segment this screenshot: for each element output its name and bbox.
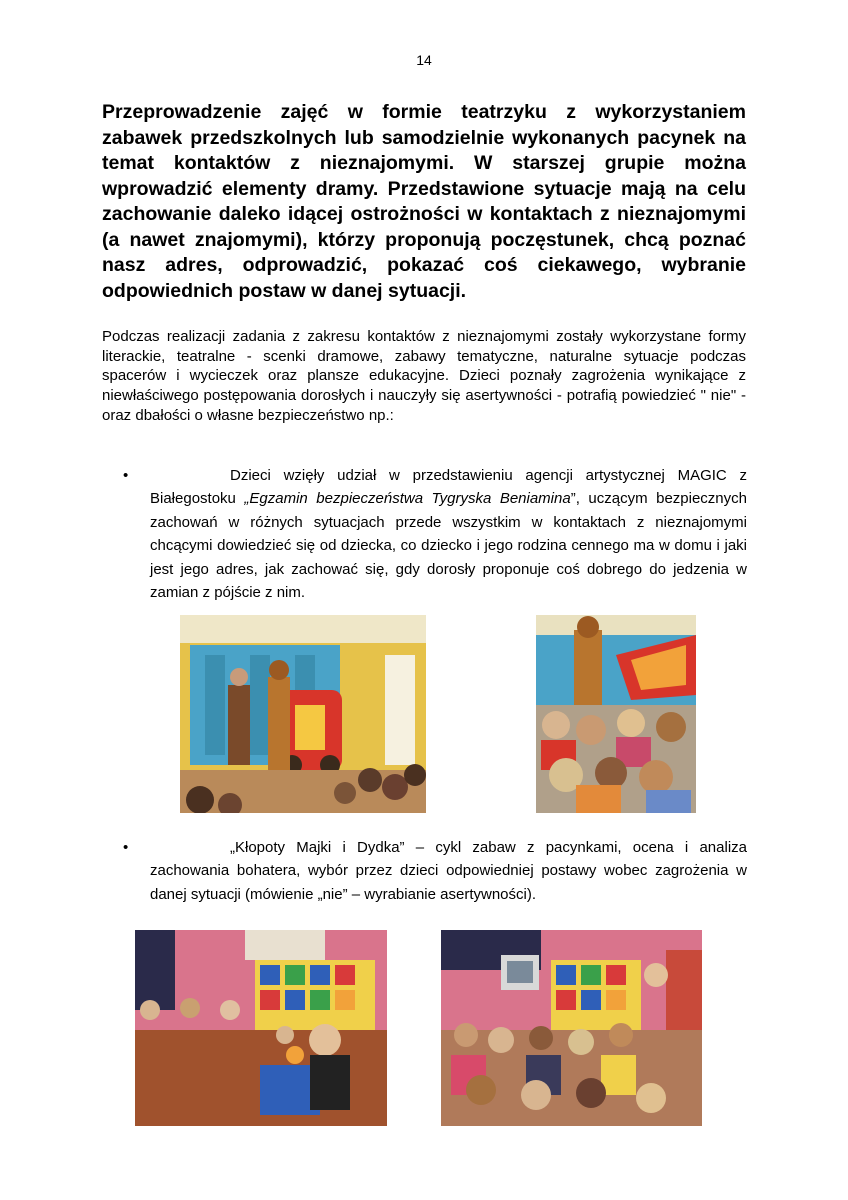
photo-children-watching [536,615,696,813]
intro-paragraph: Podczas realizacji zadania z zakresu kontaktów z nieznajomymi zostały wykorzystane formy literackie, teatralne - scenki dramowe, zabawy tematyczne, naturalne sytuacje podczas spacerów i wycieczek oraz plansze edukacyjne. Dzieci poznały zagrożenia wynikające z niewłaściwego postępowania dorosłych i nauczyły się asertywności - potrafią powiedzieć " nie" - oraz dbałości o własne bezpieczeństwo np.: [102,328,746,424]
show-title: „Egzamin bezpieczeństwa Tygryska Beniamina [244,490,571,508]
list-item-text-end: ”, uczącym bezpiecznych zachowań w różnych sytuacjach przede wszystkim w kontaktach z nieznajomymi chcącymi dowiedzieć się od dziecka, co dziecko i jego rodzina cennego ma w domu i jaki jest jego adres, jak zachować się, gdy dorosły proponuje coś dobrego do jedzenia w zamian z pójście z nim. [150,490,747,602]
photo-puppet-play [135,930,387,1126]
list-item-text-start: Dzieci wzięły udział w przedstawieniu agencji artystycznej MAGIC z Białegostoku [150,467,747,508]
bullet-marker: • [123,839,129,856]
section-heading: Przeprowadzenie zajęć w formie teatrzyku z wykorzystaniem zabawek przedszkolnych lub samodzielnie wykonanych pacynek na temat kontaktów z nieznajomymi. W starszej grupie można wprowadzić elementy dramy. Przedstawione sytuacje mają na celu zachowanie daleko idącej ostrożności w kontaktach z nieznajomymi (a nawet znajomymi), którzy proponują poczęstunek, chcą poznać nasz adres, odprowadzić, pokazać coś ciekawego, wybranie odpowiednich postaw w danej sytuacji. [102,101,746,302]
list-item [123,836,747,906]
bullet-marker: • [123,467,129,484]
photo-group-children [441,930,702,1126]
list-item [123,464,747,604]
photo-theatre-performance [180,615,426,813]
page-number: 14 [416,52,432,68]
list-item-text: „Kłopoty Majki i Dydka” – cykl zabaw z pacynkami, ocena i analiza zachowania bohatera, wybór przez dzieci odpowiedniej postawy wobec zagrożenia w danej sytuacji (mówienie „nie” – wyrabianie asertywności). [150,839,747,903]
